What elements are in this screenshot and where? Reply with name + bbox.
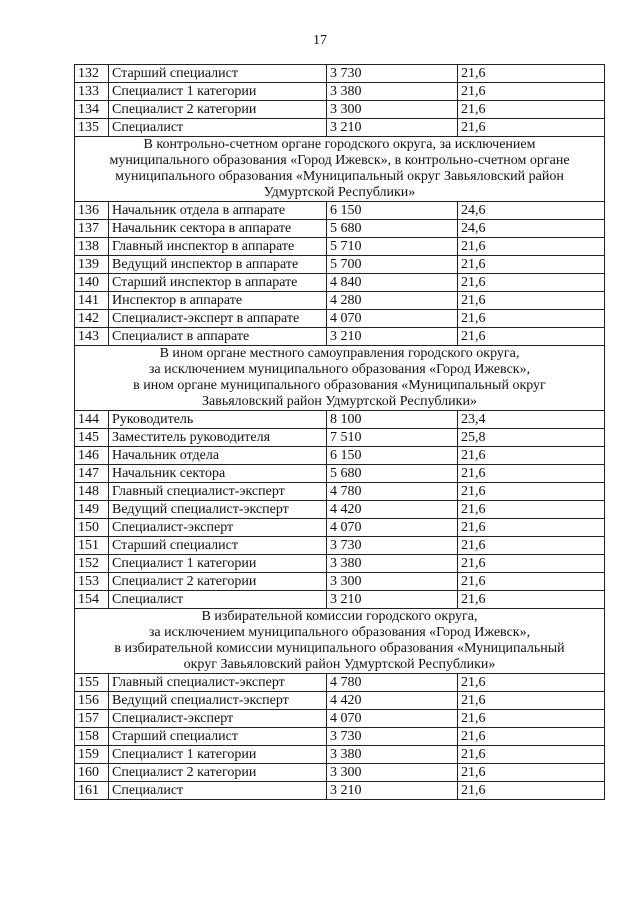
section-header-line: Удмуртской Республики»	[263, 185, 416, 200]
row-number: 137	[75, 220, 109, 238]
table-row	[75, 447, 605, 465]
row-number: 150	[75, 519, 109, 537]
salary-value: 4 070	[327, 710, 458, 728]
salary-value: 4 420	[327, 501, 458, 519]
row-number: 153	[75, 573, 109, 591]
salary-value: 3 210	[327, 119, 458, 137]
row-number: 144	[75, 411, 109, 429]
salary-value: 4 280	[327, 292, 458, 310]
position-name: Руководитель	[109, 411, 327, 429]
position-name: Начальник сектора	[109, 465, 327, 483]
position-name: Специалист-эксперт в аппарате	[109, 310, 327, 328]
row-number: 148	[75, 483, 109, 501]
position-name: Специалист 1 категории	[109, 83, 327, 101]
position-name: Главный специалист-эксперт	[109, 674, 327, 692]
row-number: 157	[75, 710, 109, 728]
row-number: 147	[75, 465, 109, 483]
coefficient-value: 21,6	[458, 573, 605, 591]
position-name: Старший инспектор в аппарате	[109, 274, 327, 292]
coefficient-value: 21,6	[458, 256, 605, 274]
salary-value: 3 730	[327, 65, 458, 83]
salary-value: 8 100	[327, 411, 458, 429]
position-name: Специалист-эксперт	[109, 519, 327, 537]
row-number: 151	[75, 537, 109, 555]
position-name: Специалист 1 категории	[109, 746, 327, 764]
salary-value: 6 150	[327, 447, 458, 465]
position-name: Специалист 2 категории	[109, 764, 327, 782]
position-name: Специалист в аппарате	[109, 328, 327, 346]
section-header-line: в ином органе муниципального образования «Муниципальный округ	[133, 378, 546, 393]
position-name: Начальник отдела в аппарате	[109, 202, 327, 220]
table-row	[75, 573, 605, 591]
row-number: 149	[75, 501, 109, 519]
coefficient-value: 21,6	[458, 238, 605, 256]
section-header-row	[75, 346, 605, 411]
row-number: 161	[75, 782, 109, 800]
position-name: Специалист	[109, 782, 327, 800]
coefficient-value: 21,6	[458, 710, 605, 728]
position-name: Специалист 2 категории	[109, 101, 327, 119]
coefficient-value: 21,6	[458, 746, 605, 764]
section-header-line: Завьяловский район Удмуртской Республики»	[202, 394, 477, 409]
salary-value: 3 210	[327, 782, 458, 800]
table-row	[75, 83, 605, 101]
position-name: Главный специалист-эксперт	[109, 483, 327, 501]
row-number: 152	[75, 555, 109, 573]
salary-value: 4 780	[327, 483, 458, 501]
table-row	[75, 238, 605, 256]
coefficient-value: 21,6	[458, 537, 605, 555]
salary-value: 4 840	[327, 274, 458, 292]
coefficient-value: 21,6	[458, 119, 605, 137]
salary-value: 4 420	[327, 692, 458, 710]
row-number: 159	[75, 746, 109, 764]
section-header-line: в избирательной комиссии муниципального образования «Муниципальный	[114, 641, 565, 656]
position-name: Начальник отдела	[109, 447, 327, 465]
row-number: 146	[75, 447, 109, 465]
table-row	[75, 782, 605, 800]
salary-table	[74, 64, 605, 800]
table-row	[75, 292, 605, 310]
table-row	[75, 591, 605, 609]
salary-value: 3 730	[327, 537, 458, 555]
table-row	[75, 256, 605, 274]
row-number: 156	[75, 692, 109, 710]
coefficient-value: 21,6	[458, 782, 605, 800]
coefficient-value: 21,6	[458, 519, 605, 537]
position-name: Ведущий специалист-эксперт	[109, 501, 327, 519]
position-name: Специалист 2 категории	[109, 573, 327, 591]
row-number: 136	[75, 202, 109, 220]
position-name: Специалист 1 категории	[109, 555, 327, 573]
coefficient-value: 21,6	[458, 274, 605, 292]
coefficient-value: 23,4	[458, 411, 605, 429]
row-number: 154	[75, 591, 109, 609]
section-header-line: за исключением муниципального образования «Город Ижевск»,	[148, 625, 531, 640]
position-name: Ведущий инспектор в аппарате	[109, 256, 327, 274]
position-name: Специалист-эксперт	[109, 710, 327, 728]
row-number: 160	[75, 764, 109, 782]
table-row	[75, 411, 605, 429]
coefficient-value: 21,6	[458, 483, 605, 501]
table-row	[75, 465, 605, 483]
row-number: 139	[75, 256, 109, 274]
coefficient-value: 24,6	[458, 220, 605, 238]
row-number: 134	[75, 101, 109, 119]
row-number: 155	[75, 674, 109, 692]
position-name: Специалист	[109, 591, 327, 609]
position-name: Старший специалист	[109, 65, 327, 83]
coefficient-value: 21,6	[458, 310, 605, 328]
coefficient-value: 25,8	[458, 429, 605, 447]
table-row	[75, 764, 605, 782]
salary-value: 3 380	[327, 746, 458, 764]
position-name: Старший специалист	[109, 537, 327, 555]
table-row	[75, 537, 605, 555]
table-row	[75, 746, 605, 764]
salary-value: 3 730	[327, 728, 458, 746]
position-name: Заместитель руководителя	[109, 429, 327, 447]
coefficient-value: 21,6	[458, 591, 605, 609]
section-header	[75, 137, 605, 202]
section-header-line: муниципального образования «Муниципальный округ Завьяловский район	[115, 169, 564, 184]
position-name: Специалист	[109, 119, 327, 137]
section-header-line: за исключением муниципального образования «Город Ижевск»,	[148, 362, 531, 377]
salary-value: 5 710	[327, 238, 458, 256]
position-name: Инспектор в аппарате	[109, 292, 327, 310]
salary-value: 4 070	[327, 310, 458, 328]
table-row	[75, 310, 605, 328]
salary-value: 3 380	[327, 555, 458, 573]
coefficient-value: 21,6	[458, 764, 605, 782]
salary-value: 3 300	[327, 101, 458, 119]
row-number: 141	[75, 292, 109, 310]
table-row	[75, 710, 605, 728]
salary-value: 3 300	[327, 764, 458, 782]
row-number: 143	[75, 328, 109, 346]
coefficient-value: 21,6	[458, 65, 605, 83]
table-row	[75, 483, 605, 501]
position-name: Главный инспектор в аппарате	[109, 238, 327, 256]
salary-value: 4 070	[327, 519, 458, 537]
position-name: Начальник сектора в аппарате	[109, 220, 327, 238]
coefficient-value: 21,6	[458, 328, 605, 346]
row-number: 135	[75, 119, 109, 137]
coefficient-value: 21,6	[458, 101, 605, 119]
row-number: 142	[75, 310, 109, 328]
row-number: 145	[75, 429, 109, 447]
table-row	[75, 202, 605, 220]
row-number: 138	[75, 238, 109, 256]
table-row	[75, 274, 605, 292]
coefficient-value: 21,6	[458, 447, 605, 465]
table-row	[75, 692, 605, 710]
position-name: Ведущий специалист-эксперт	[109, 692, 327, 710]
table-row	[75, 555, 605, 573]
position-name: Старший специалист	[109, 728, 327, 746]
table-row	[75, 519, 605, 537]
salary-value: 5 680	[327, 465, 458, 483]
section-header-line: В ином органе местного самоуправления городского округа,	[159, 346, 520, 361]
table-row	[75, 429, 605, 447]
row-number: 140	[75, 274, 109, 292]
section-header	[75, 346, 605, 411]
table-row	[75, 220, 605, 238]
salary-value: 3 210	[327, 591, 458, 609]
salary-value: 5 700	[327, 256, 458, 274]
salary-value: 3 380	[327, 83, 458, 101]
table-row	[75, 119, 605, 137]
coefficient-value: 21,6	[458, 674, 605, 692]
coefficient-value: 21,6	[458, 692, 605, 710]
section-header-row	[75, 137, 605, 202]
row-number: 132	[75, 65, 109, 83]
salary-value: 3 300	[327, 573, 458, 591]
salary-table-body	[75, 65, 605, 800]
section-header-line: округ Завьяловский район Удмуртской Республики»	[183, 657, 496, 672]
table-row	[75, 674, 605, 692]
salary-value: 4 780	[327, 674, 458, 692]
section-header-line: В контрольно-счетном органе городского округа, за исключением	[143, 137, 536, 152]
table-row	[75, 328, 605, 346]
coefficient-value: 21,6	[458, 728, 605, 746]
row-number: 133	[75, 83, 109, 101]
row-number: 158	[75, 728, 109, 746]
section-header	[75, 609, 605, 674]
section-header-line: В избирательной комиссии городского округа,	[201, 609, 478, 624]
coefficient-value: 21,6	[458, 555, 605, 573]
coefficient-value: 24,6	[458, 202, 605, 220]
section-header-row	[75, 609, 605, 674]
coefficient-value: 21,6	[458, 83, 605, 101]
section-header-line: муниципального образования «Город Ижевск», в контрольно-счетном органе	[109, 153, 570, 168]
coefficient-value: 21,6	[458, 501, 605, 519]
salary-value: 3 210	[327, 328, 458, 346]
table-row	[75, 65, 605, 83]
coefficient-value: 21,6	[458, 465, 605, 483]
salary-value: 5 680	[327, 220, 458, 238]
table-row	[75, 101, 605, 119]
salary-value: 6 150	[327, 202, 458, 220]
page-number: 17	[313, 33, 327, 48]
coefficient-value: 21,6	[458, 292, 605, 310]
salary-value: 7 510	[327, 429, 458, 447]
table-row	[75, 728, 605, 746]
table-row	[75, 501, 605, 519]
